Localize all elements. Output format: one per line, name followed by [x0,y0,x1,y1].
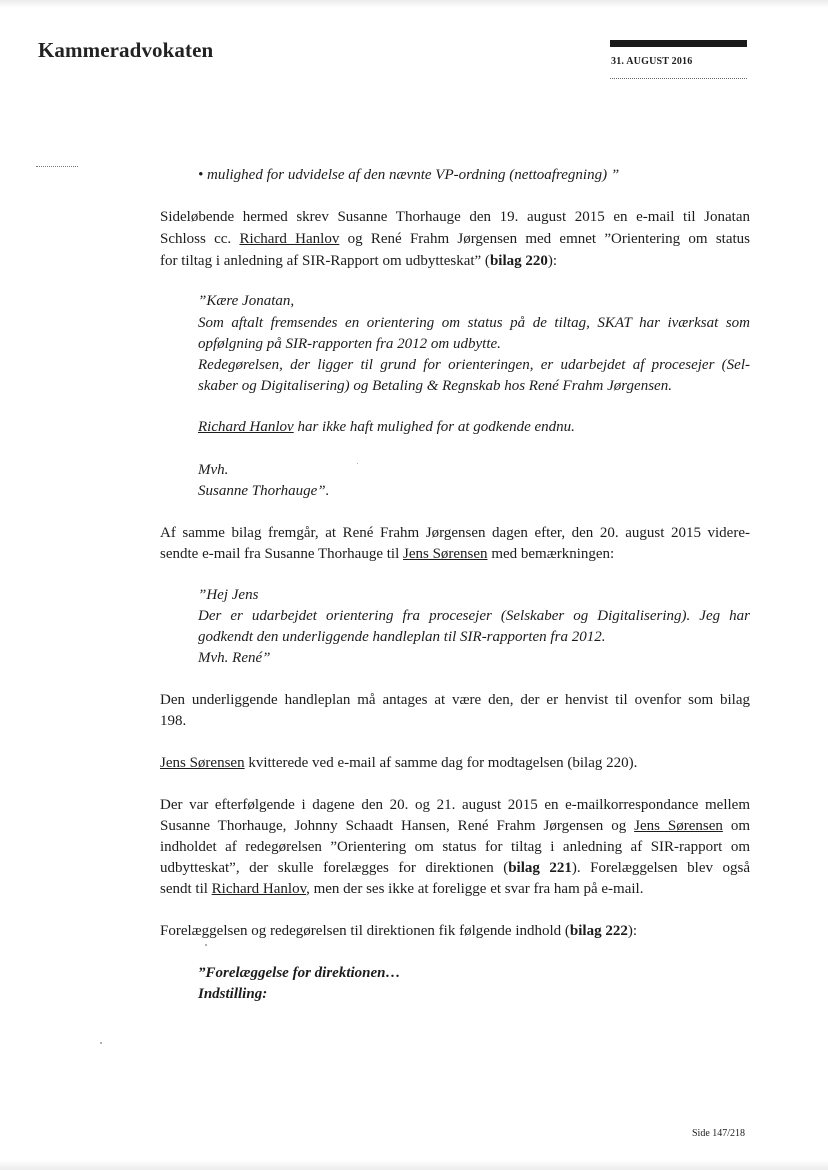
text: for tiltag i anledning af SIR-Rapport om udbytteskat” ( [160,253,490,269]
paragraph-3-line-2: 198. [160,713,187,729]
paragraph-5-line-4 [160,857,750,879]
paragraph-1-line-2 [160,228,750,250]
quote-1-line-7: Mvh. [198,462,229,478]
paragraph-2-line-2 [160,543,750,565]
header-date: 31. AUGUST 2016 [611,56,693,67]
text: sendte e-mail fra Susanne Thorhauge til [160,546,403,562]
paragraph-5-line-3: indholdet af redegørelsen ”Orientering om status for tiltag i anledning af SIR-rapport om [160,839,750,855]
scan-speck [357,463,358,464]
quote-2-line-3: godkendt den underliggende handleplan til SIR-rapporten fra 2012. [198,629,606,645]
quote-1-line-4: Redegørelsen, der ligger til grund for orienteringen, er udarbejdet af procesejer (Sel- [198,357,750,373]
margin-rule [36,166,78,167]
text: kvitterede ved e-mail af samme dag for modtagelsen (bilag 220). [244,755,638,771]
quote-1-line-2: Som aftalt fremsendes en orientering om status på de tiltag, SKAT har iværksat som [198,315,750,331]
paragraph-5-line-1: Der var efterfølgende i dagene den 20. og 21. august 2015 en e-mailkorrespondance mellem [160,797,750,813]
scan-edge-top [0,0,828,8]
scan-speck [205,944,207,946]
bilag-reference: bilag 222 [569,923,628,939]
text: med bemærkningen: [487,546,615,562]
person-link-jens-sorensen[interactable]: Jens Sørensen [160,755,245,771]
paragraph-4 [160,752,750,774]
paragraph-1-line-1: Sideløbende hermed skrev Susanne Thorhauge den 19. august 2015 en e-mail til Jonatan [160,209,750,225]
text: , men der ses ikke at foreligge et svar fra ham på e-mail. [306,881,644,897]
text: ). Forelæggelsen blev også [571,860,750,876]
quote-2-line-2: Der er udarbejdet orientering fra procesejer (Selskaber og Digitalisering). Jeg har [198,608,750,624]
quote-1-line-1: ”Kære Jonatan, [198,293,295,309]
quote-1-line-5: skaber og Digitalisering) og Betaling & Regnskab hos René Frahm Jørgensen. [198,378,672,394]
text: Schloss cc. [160,231,240,247]
person-link-richard-hanlov[interactable]: Richard Hanlov [198,419,294,435]
text: ): [547,253,558,269]
bilag-reference: bilag 221 [508,860,572,876]
text: Susanne Thorhauge, Johnny Schaadt Hansen, René Frahm Jørgensen og [160,818,635,834]
person-link-richard-hanlov[interactable]: Richard Hanlov [211,881,307,897]
text: har ikke haft mulighed for at godkende endnu. [293,419,575,435]
scan-speck [100,1042,102,1044]
paragraph-6 [160,920,750,942]
text: Forelæggelsen og redegørelsen til direktionen fik følgende indhold ( [160,923,570,939]
text: ): [627,923,638,939]
person-link-richard-hanlov[interactable]: Richard Hanlov [239,231,340,247]
person-link-jens-sorensen[interactable]: Jens Sørensen [634,818,723,834]
quote-1-line-3: opfølgning på SIR-rapporten fra 2012 om udbytte. [198,336,501,352]
paragraph-3-line-1: Den underliggende handleplan må antages at være den, der er henvist til ovenfor som bilag [160,692,750,708]
scan-edge-bottom [0,1160,828,1170]
quote-1-line-8: Susanne Thorhauge”. [198,483,330,499]
header-date-rule [610,78,747,79]
person-link-jens-sorensen[interactable]: Jens Sørensen [402,546,488,562]
text: om [722,818,750,834]
bullet-item: • mulighed for udvidelse af den nævnte VP-ordning (nettoafregning) ” [198,167,620,183]
text: udbytteskat”, der skulle forelægges for direktionen ( [160,860,509,876]
paragraph-2-line-1: Af samme bilag fremgår, at René Frahm Jørgensen dagen efter, den 20. august 2015 videre- [160,525,750,541]
page-number: Side 147/218 [692,1128,746,1139]
quote-2-line-1: ”Hej Jens [198,587,259,603]
quote-3-line-2: Indstilling: [198,986,268,1002]
quote-2-line-4: Mvh. René” [198,650,271,666]
paragraph-5-line-2 [160,815,750,837]
text: og René Frahm Jørgensen med emnet ”Orientering om status [339,231,750,247]
text: sendt til [160,881,212,897]
quote-3-line-1: ”Forelæggelse for direktionen… [198,965,401,981]
paragraph-5-line-5 [160,878,750,900]
paragraph-1-line-3 [160,250,750,272]
bilag-reference: bilag 220 [489,253,548,269]
header-date-bar [610,40,747,47]
quote-1-line-6 [198,416,575,438]
logo: Kammeradvokaten [38,38,214,62]
